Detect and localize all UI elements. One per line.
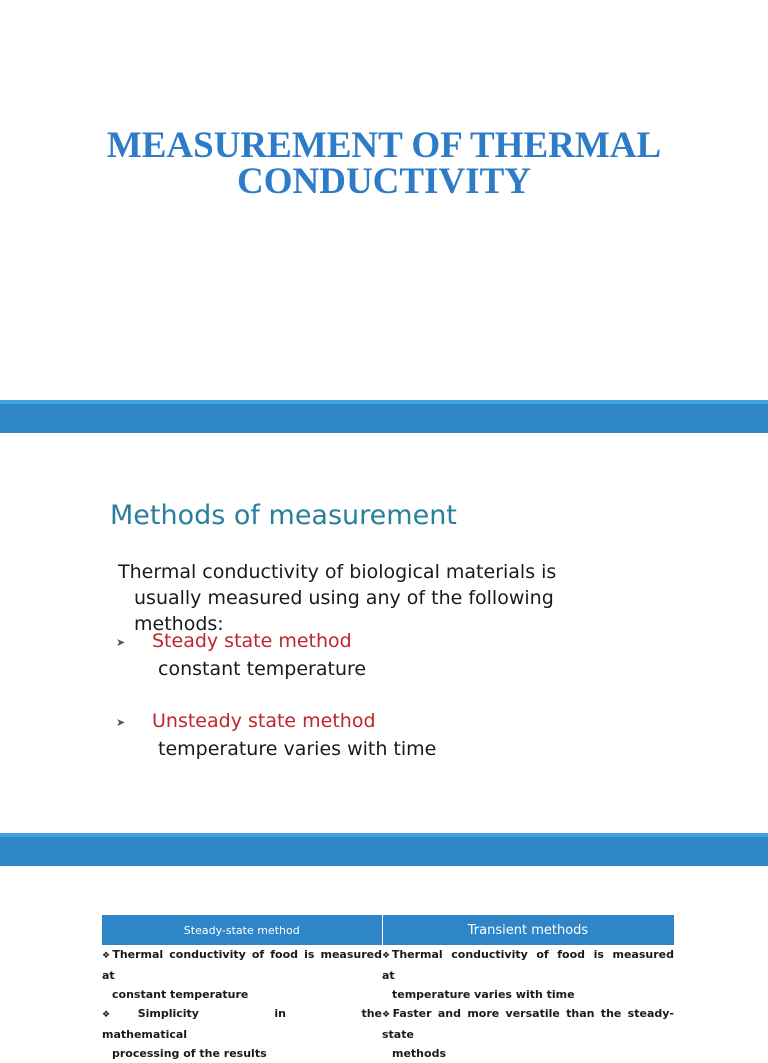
title-slide — [0, 0, 768, 400]
method-name: Unsteady state method — [152, 710, 376, 732]
title-line-2: CONDUCTIVITY — [237, 161, 531, 202]
list-item: ❖Simplicity in the mathematical processing of the results — [102, 1007, 382, 1060]
diamond-bullet-icon: ❖ — [382, 951, 392, 961]
arrow-bullet-icon: ➤ — [116, 716, 126, 729]
header-steady-state: Steady-state method — [102, 915, 382, 945]
list-item: ❖Faster and more versatile than the steady-state methods — [382, 1007, 674, 1060]
table-header-row — [102, 915, 674, 945]
slide-divider — [0, 400, 768, 433]
header-transient: Transient methods — [382, 915, 674, 945]
list-item: ❖Thermal conductivity of food is measured at constant temperature — [102, 948, 382, 1001]
intro-line-1: Thermal conductivity of biological materials is — [118, 561, 557, 583]
title-line-1: MEASUREMENT OF THERMAL — [106, 125, 662, 166]
methods-intro — [118, 559, 678, 637]
table-cell-transient — [382, 945, 674, 1063]
list-item: ❖Thermal conductivity of food is measured at temperature varies with time — [382, 948, 674, 1001]
method-name: Steady state method — [152, 630, 352, 652]
diamond-bullet-icon: ❖ — [102, 951, 113, 961]
diamond-bullet-icon: ❖ — [102, 1010, 138, 1020]
slide-divider — [0, 833, 768, 866]
comparison-table — [102, 915, 675, 1063]
diamond-bullet-icon: ❖ — [382, 1010, 393, 1020]
methods-heading: Methods of measurement — [110, 500, 457, 531]
table-cell-steady — [102, 945, 382, 1063]
intro-line-2: usually measured using any of the following — [134, 587, 554, 609]
slide-title — [0, 125, 768, 202]
arrow-bullet-icon: ➤ — [116, 636, 126, 649]
method-description: temperature varies with time — [158, 738, 437, 760]
intro-line-3: methods: — [134, 613, 224, 635]
table-row — [102, 945, 674, 1063]
method-description: constant temperature — [158, 658, 367, 680]
